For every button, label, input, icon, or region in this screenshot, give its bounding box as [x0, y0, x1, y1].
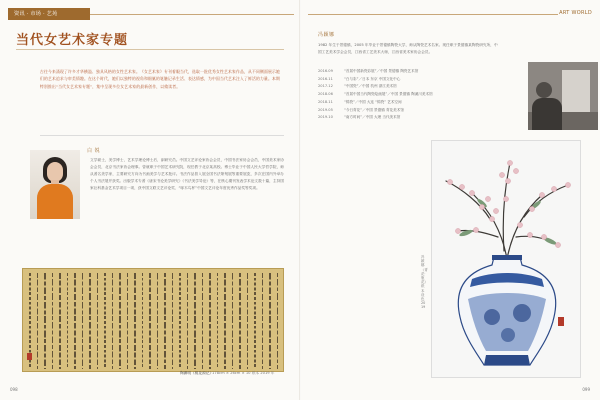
- page-number: 098: [10, 387, 18, 392]
- blossom: [503, 196, 508, 201]
- blossom: [499, 172, 504, 177]
- artist-name: 白 锐: [87, 148, 101, 154]
- exhibition-year: 2018.06: [318, 92, 333, 97]
- calligraphy-column: [44, 273, 46, 369]
- blossom: [513, 168, 518, 173]
- blossom: [541, 234, 546, 239]
- exhibition-title: “今日青花”／中国 景德镇 青花美术馆: [344, 107, 404, 112]
- calligraphy-column: [269, 273, 271, 369]
- blossom: [469, 190, 474, 195]
- exhibition-item: [318, 99, 498, 107]
- blossom: [489, 216, 494, 221]
- calligraphy-column: [247, 273, 249, 369]
- exhibition-title: “锦瓷”／中国 大连 “锦瓷” 艺术空间: [344, 99, 402, 104]
- vase-painting: [431, 140, 581, 378]
- calligraphy-column: [157, 273, 159, 369]
- calligraphy-column: [172, 273, 174, 369]
- blossom: [459, 184, 464, 189]
- calligraphy-column: [224, 273, 226, 369]
- exhibition-item: [318, 76, 498, 84]
- artist-bio: 文学硕士，美学博士，艺术学理论博士后，副研究员。中国文艺评论家协会会员，中国书法家协会会员，中国美术家协会会员，北京书法家协会理事。曾就职于中国艺术研究院，现任教于北京某高校。博士毕业于中国人民大学哲学院，师从著名美学家，主要研究方向为书画美学与艺术批评。书法作品曾入展全国书法篆刻展等重要展览，多次在国内外举办个人书法展并获奖。出版学术专著《唐宋书论美学研究》《书法美学导论》等，在核心期刊发表学术论文数十篇，主持国家社科基金艺术学项目一项，获中国文联文艺评论奖、“啄木鸟杯”中国文艺评论年度优秀作品奖等奖项。: [90, 158, 284, 190]
- exhibition-title: “首届中国当代陶瓷绘画展”／中国 景德镇 陶溪川美术馆: [344, 92, 433, 97]
- exhibition-year: 2016.09: [318, 69, 333, 73]
- title-divider: [16, 49, 284, 50]
- exhibition-year: 2016.11: [318, 76, 333, 81]
- exhibition-year: 2019.10: [318, 115, 333, 120]
- section-divider: [40, 135, 284, 136]
- calligraphy-column: [97, 273, 99, 369]
- exhibition-year: 2018.11: [318, 99, 333, 104]
- blossom: [529, 206, 534, 211]
- artist-portrait: [30, 150, 80, 219]
- blossom: [493, 208, 498, 213]
- blossom: [479, 204, 484, 209]
- artwork-title: 陶渊明《桃花源记》: [180, 371, 214, 375]
- seal-stamp: [27, 353, 32, 360]
- calligraphy-column: [277, 273, 279, 369]
- calligraphy-column: [37, 273, 39, 369]
- blossom: [455, 228, 460, 233]
- intro-paragraph: 古往今来涌现了许多才华横溢、独具风格的女性艺术家。《女艺术家》专刊着眼当代，选取一批优秀女性艺术家作品，从不同侧面展示她们的艺术追求与审美情趣。在这个时代，她们以独特的视角和细腻的笔触记录生活、表达情感，为中国当代艺术注入了鲜活的力量。本期特别推出“当代女艺术家专题”，集中呈现多位女艺术家的最新创作，以飨读者。: [40, 69, 280, 89]
- blossom: [527, 232, 532, 237]
- header-rule: [308, 14, 558, 15]
- section-tab: 资讯 · 市场 · 艺苑: [8, 8, 90, 20]
- page-title: 当代女艺术家专题: [16, 33, 129, 48]
- blue-white-vase-illustration: [432, 141, 582, 379]
- calligraphy-column: [239, 273, 241, 369]
- artist-name: 冯颖娜: [318, 32, 335, 38]
- calligraphy-column: [179, 273, 181, 369]
- calligraphy-column: [164, 273, 166, 369]
- exhibition-list: [318, 68, 498, 122]
- blossom: [473, 227, 478, 232]
- blossom: [485, 196, 490, 201]
- calligraphy-column: [74, 273, 76, 369]
- calligraphy-column: [134, 273, 136, 369]
- calligraphy-column: [52, 273, 54, 369]
- calligraphy-artwork: [22, 268, 284, 372]
- exhibition-year: 2017.12: [318, 84, 333, 89]
- calligraphy-column: [187, 273, 189, 369]
- calligraphy-column: [262, 273, 264, 369]
- header-rule: [90, 14, 294, 15]
- calligraphy-column: [142, 273, 144, 369]
- calligraphy-column: [194, 273, 196, 369]
- seal-stamp: [558, 317, 564, 326]
- calligraphy-column: [149, 273, 151, 369]
- calligraphy-column: [59, 273, 61, 369]
- blossom: [539, 192, 544, 197]
- calligraphy-column: [254, 273, 256, 369]
- calligraphy-column: [82, 273, 84, 369]
- calligraphy-column: [202, 273, 204, 369]
- artist-bio: 1982 年生于景德镇，2005 年毕业于景德镇陶瓷大学，师从陶瓷艺术名家。现任职于景德镇某陶瓷研究所，中国工艺美术学会会员，江西省工艺美术大师，江西省美术家协会会员。: [318, 43, 498, 54]
- blossom: [555, 242, 560, 247]
- calligraphy-column: [112, 273, 114, 369]
- painting-caption: 冯颖娜《青花·瓶花》 纸本设色 2019: [421, 255, 428, 310]
- exhibition-item: [318, 91, 498, 99]
- calligraphy-column: [217, 273, 219, 369]
- blossom: [447, 179, 452, 184]
- blossom: [517, 222, 522, 227]
- blossom: [505, 178, 510, 183]
- header-label: ART WORLD: [559, 10, 592, 16]
- exhibition-item: [318, 114, 498, 122]
- page-number: 099: [582, 387, 590, 392]
- calligraphy-column: [119, 273, 121, 369]
- calligraphy-column: [209, 273, 211, 369]
- exhibition-title: “南方时间”／中国 大理 当代美术馆: [344, 115, 401, 120]
- exhibition-title: “中国瓷”／中国 杭州 浙江美术馆: [344, 84, 397, 89]
- blossom: [507, 160, 512, 165]
- calligraphy-column: [127, 273, 129, 369]
- artist-photo: [528, 62, 598, 130]
- calligraphy-column: [89, 273, 91, 369]
- exhibition-item: [318, 83, 498, 91]
- exhibition-item: [318, 68, 498, 76]
- exhibition-title: “首届中国新瓷彩展”／中国 景德镇 陶瓷艺术馆: [344, 69, 419, 73]
- exhibition-year: 2019.05: [318, 107, 333, 112]
- right-page: [300, 0, 600, 400]
- exhibition-title: “白与彩”／日本 东京 中国文化中心: [344, 76, 401, 81]
- calligraphy-column: [232, 273, 234, 369]
- artwork-info: 178cm × 26cm × 10 纸本 2019 年: [212, 371, 275, 375]
- exhibition-item: [318, 107, 498, 115]
- blossom: [551, 186, 556, 191]
- calligraphy-column: [104, 273, 106, 369]
- calligraphy-column: [67, 273, 69, 369]
- blossom: [565, 182, 570, 187]
